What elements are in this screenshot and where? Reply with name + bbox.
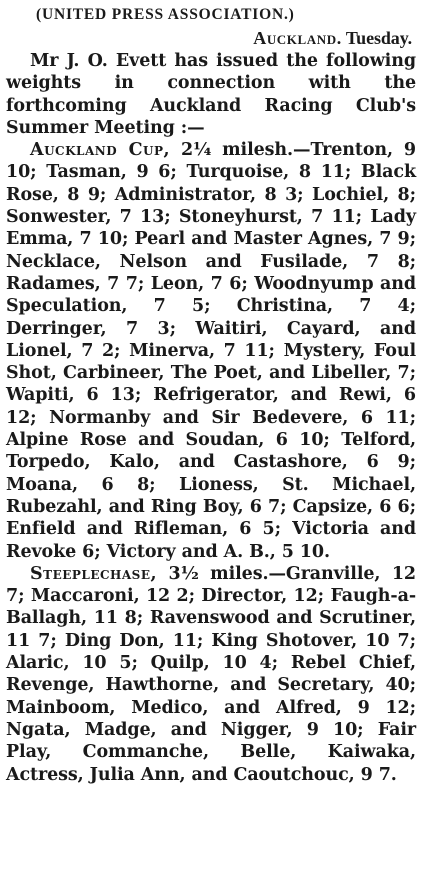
cup-distance: 2¼ milesh.— (181, 140, 311, 161)
steeplechase-distance: 3½ miles.— (168, 563, 286, 584)
intro-paragraph: Mr J. O. Evett has issued the following weights in connection with the forthcoming Auckland Racing Club's Summer Meeting :— (6, 51, 416, 138)
steeplechase-weights: Granville, 12 7; Maccaroni, 12 2; Director, 12; Faugh-a-Ballagh, 11 8; Ravenswood and Scrutiner, 11 7; Ding Don, 11; King Shotover, 10 7; Alaric, 10 5; Quilp, 10 4; Rebel Chief, Revenge, Hawthorne, and Secretary, 40; Mainboom, Medico, and Alfred, 9 12; Ngata, Madge, and Nigger, 9 10; Fair Play, Commanche, Belle, Kaiwaka, Actress, Julia Ann, and Caoutchouc, 9 7. (6, 563, 416, 785)
dateline-day: Tuesday. (345, 28, 412, 48)
steeplechase-title: Steeplechase, (30, 563, 158, 584)
cup-title: Auckland Cup, (30, 140, 171, 161)
auckland-cup-paragraph (6, 139, 416, 563)
steeplechase-paragraph (6, 563, 416, 786)
dateline-place: Auckland. (253, 28, 342, 48)
agency-credit: (UNITED PRESS ASSOCIATION.) (36, 6, 295, 23)
dateline (6, 26, 412, 50)
cup-weights: Trenton, 9 10; Tasman, 9 6; Turquoise, 8 11; Black Rose, 8 9; Administrator, 8 3; Lochiel, 8; Sonwester, 7 13; Stoneyhurst, 7 11; Lady Emma, 7 10; Pearl and Master Agnes, 7 9; Necklace, Nelson and Fusilade, 7 8; Radames, 7 7; Leon, 7 6; Woodnyump and Speculation, 7 5; Christina, 7 4; Derringer, 7 3; Waitiri, Cayard, and Lionel, 7 2; Minerva, 7 11; Mystery, Foul Shot, Carbineer, The Poet, and Libeller, 7; Wapiti, 6 13; Refrigerator, and Rewi, 6 12; Normanby and Sir Bedevere, 6 11; Alpine Rose and Soudan, 6 10; Telford, Torpedo, Kalo, and Castashore, 6 9; Moana, 6 8; Lioness, St. Michael, Rubezahl, and Ring Boy, 6 7; Capsize, 6 6; Enfield and Rifleman, 6 5; Victoria and Revoke 6; Victory and A. B., 5 10. (6, 140, 417, 562)
